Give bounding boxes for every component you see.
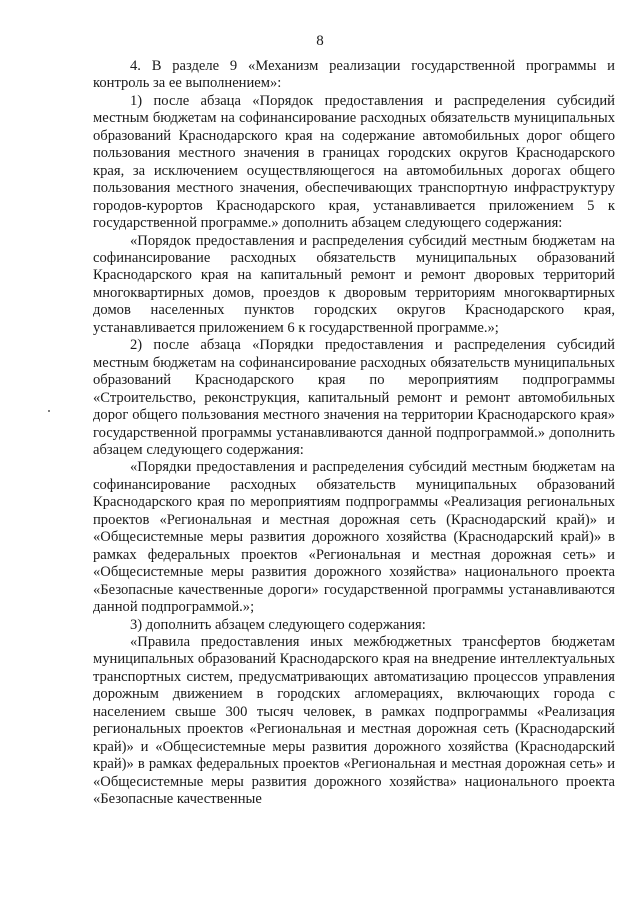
item-2-paragraph: 2) после абзаца «Порядки предоставления и распределения субсидий местным бюджетам на софинансирование расходных обязательств муниципальных образований Краснодарского края по мероприятиям подпрограммы «Строительство, реконструкция, капитальный ремонт и ремонт автомобильных дорог общего пользования местного значения на территории Краснодарского края» государственной программы устанавливаются данной подпрограммой.» дополнить абзацем следующего содержания: — [93, 337, 615, 458]
document-body — [93, 58, 615, 808]
item-1-paragraph: 1) после абзаца «Порядок предоставления и распределения субсидий местным бюджетам на софинансирование расходных обязательств муниципальных образований Краснодарского края на содержание автомобильных дорог общего пользования местного значения в границах городских округов Краснодарского края, за исключением осуществляющегося на автомобильных дорогах общего пользования местного значения, обеспечивающих транспортную инфраструктуру городов-курортов Краснодарского края, устанавливается приложением 5 к государственной программе.» дополнить абзацем следующего содержания: — [93, 92, 615, 232]
quoted-paragraph-3: «Правила предоставления иных межбюджетных трансфертов бюджетам муниципальных образований Краснодарского края на внедрение интеллектуальных транспортных систем, предусматривающих автоматизацию процессов управления дорожным движением в городских агломерациях, включающих города с населением свыше 300 тысяч человек, в рамках подпрограммы «Реализация региональных проектов «Региональная и местная дорожная сеть (Краснодарский край)» и «Общесистемные меры развития дорожного хозяйства (Краснодарский край)» в рамках федеральных проектов «Региональная и местная дорожная сеть» и «Общесистемные меры развития дорожного хозяйства» национального проекта «Безопасные качественные — [93, 633, 615, 808]
page-number: 8 — [316, 33, 324, 49]
item-3-paragraph: 3) дополнить абзацем следующего содержания: — [130, 616, 426, 633]
scan-speck — [48, 410, 50, 412]
section-heading-paragraph: 4. В разделе 9 «Механизм реализации государственной программы и контроль за ее выполнением»: — [93, 58, 615, 92]
quoted-paragraph-2: «Порядки предоставления и распределения субсидий местным бюджетам на софинансирование расходных обязательств муниципальных образований Краснодарского края по мероприятиям подпрограммы «Реализация региональных проектов «Региональная и местная дорожная сеть (Краснодарский край)» и «Общесистемные меры развития дорожного хозяйства (Краснодарский край)» в рамках федеральных проектов «Региональная и местная дорожная сеть» и «Общесистемные меры развития дорожного хозяйства» национального проекта «Безопасные качественные дороги» государственной программы устанавливаются данной подпрограммой.»; — [93, 459, 615, 616]
quoted-paragraph-1: «Порядок предоставления и распределения субсидий местным бюджетам на софинансирование расходных обязательств муниципальных образований Краснодарского края на капитальный ремонт и ремонт дворовых территорий многоквартирных домов, проездов к дворовым территориям многоквартирных домов населенных пунктов городских округов Краснодарского края, устанавливается приложением 6 к государственной программе.»; — [93, 232, 615, 336]
